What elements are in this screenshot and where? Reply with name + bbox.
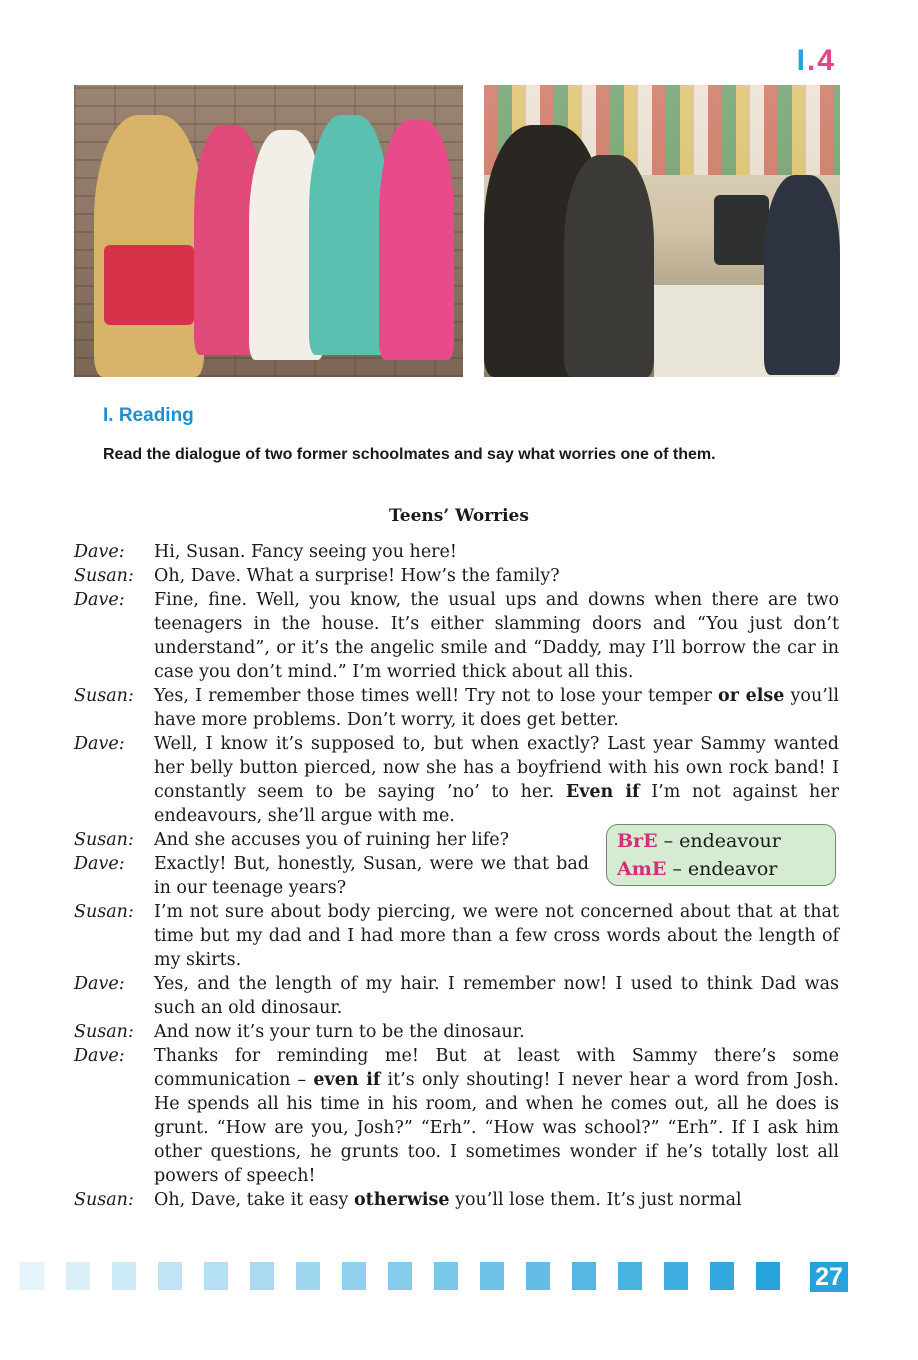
footer-square <box>664 1262 688 1290</box>
speaker-name: Dave: <box>74 974 125 994</box>
footer-square <box>204 1262 228 1290</box>
footer-square <box>480 1262 504 1290</box>
dialogue-turn <box>74 1020 839 1044</box>
dialogue-turn <box>74 1188 839 1212</box>
speaker-name: Susan: <box>74 1022 134 1042</box>
speech-text-part: Thanks for reminding me! But at least with Sammy there’s some communication – <box>154 1046 839 1090</box>
speech-text: And she accuses you of ruining her life? <box>154 830 509 850</box>
footer-square <box>296 1262 320 1290</box>
key-phrase: even if <box>313 1070 381 1090</box>
footer-square <box>434 1262 458 1290</box>
speech-text-part: Well, I know it’s supposed to, but when exactly? Last year Sammy wanted her belly button pierced, now she has a boyfriend with his own rock band! I constantly seem to be saying ’no’ to her. <box>154 734 839 802</box>
ame-label: AmE <box>617 858 667 880</box>
speech-text: Yes, and the length of my hair. I remember now! I used to think Dad was such an old dinosaur. <box>154 974 839 1018</box>
speech-text <box>154 1188 839 1212</box>
speech-text-part: it’s only shouting! I never hear a word from Josh. He spends all his time in his room, and when he comes out, all he does is grunt. “How are you, Josh?” “Erh”. “How was school?” “Erh”. If I ask him other questions, he grunts too. I sometimes wonder if he’s totally lost all powers of speech! <box>154 1070 839 1186</box>
reading-instruction: Read the dialogue of two former schoolmates and say what worries one of them. <box>103 446 716 463</box>
footer-square <box>388 1262 412 1290</box>
footer-square <box>250 1262 274 1290</box>
page-number: 27 <box>810 1262 848 1292</box>
speaker-name: Susan: <box>74 686 134 706</box>
speech-text <box>154 684 839 732</box>
speaker-name: Susan: <box>74 830 134 850</box>
speaker-name: Susan: <box>74 1190 134 1210</box>
unit-number-part1: I <box>796 44 807 77</box>
ame-text: – endeavor <box>666 858 778 880</box>
key-phrase: otherwise <box>353 1190 450 1210</box>
speech-text-part: you’ll have more problems. Don’t worry, it does get better. <box>154 686 840 730</box>
speaker-name: Susan: <box>74 566 134 586</box>
dialogue-title: Teens’ Worries <box>389 506 529 526</box>
dialogue-turn <box>74 684 839 732</box>
speaker-name: Dave: <box>74 734 125 754</box>
speech-text-part: Oh, Dave, take it easy <box>154 1190 354 1210</box>
footer-square <box>158 1262 182 1290</box>
speech-text: Oh, Dave. What a surprise! How’s the family? <box>154 566 560 586</box>
spelling-note-ame <box>617 855 835 883</box>
footer-square <box>618 1262 642 1290</box>
dialogue-turn <box>74 588 839 684</box>
speaker-name: Dave: <box>74 542 125 562</box>
unit-number-part2: .4 <box>806 44 836 77</box>
unit-number <box>797 44 836 78</box>
speech-text-part: I’m not against her endeavours, she’ll argue with me. <box>154 782 839 826</box>
key-phrase: Even if <box>565 782 640 802</box>
spelling-note <box>606 824 836 886</box>
footer-decoration <box>20 1262 780 1290</box>
speech-text-part: you’ll lose them. It’s just normal <box>449 1190 742 1210</box>
photo-teen-girls <box>74 85 463 377</box>
dialogue-turn <box>74 1044 839 1188</box>
footer-square <box>526 1262 550 1290</box>
photo-store-counter <box>484 85 840 377</box>
speech-text <box>154 1044 839 1188</box>
speech-text: And now it’s your turn to be the dinosaur. <box>154 1022 525 1042</box>
speech-text-part: Yes, I remember those times well! Try not to lose your temper <box>154 686 719 706</box>
speaker-name: Susan: <box>74 902 134 922</box>
spelling-note-bre <box>617 827 835 855</box>
footer-square <box>20 1262 44 1290</box>
footer-square <box>756 1262 780 1290</box>
speaker-name: Dave: <box>74 590 125 610</box>
dialogue-turn <box>74 900 839 972</box>
dialogue-turn <box>74 540 839 564</box>
speech-text: Fine, fine. Well, you know, the usual ups and downs when there are two teenagers in the house. It’s either slamming doors and “You just don’t understand”, or it’s the angelic smile and “Daddy, may I’ll borrow the car in case you don’t mind.” I’m worried thick about all this. <box>154 590 839 682</box>
speaker-name: Dave: <box>74 854 125 874</box>
speech-text: Hi, Susan. Fancy seeing you here! <box>154 542 457 562</box>
dialogue-turn <box>74 972 839 1020</box>
speech-text: Exactly! But, honestly, Susan, were we that bad in our teenage years? <box>154 854 589 898</box>
footer-square <box>572 1262 596 1290</box>
speaker-name: Dave: <box>74 1046 125 1066</box>
key-phrase: or else <box>718 686 785 706</box>
section-title: I. Reading <box>103 405 194 426</box>
bre-text: – endeavour <box>657 830 781 852</box>
speech-text <box>154 732 839 828</box>
dialogue-turn <box>74 564 839 588</box>
footer-square <box>342 1262 366 1290</box>
footer-square <box>66 1262 90 1290</box>
footer-square <box>710 1262 734 1290</box>
footer-square <box>112 1262 136 1290</box>
bre-label: BrE <box>617 830 658 852</box>
speech-text: I’m not sure about body piercing, we were not concerned about that at that time but my dad and I had more than a few cross words about the length of my skirts. <box>154 902 839 970</box>
dialogue-turn <box>74 732 839 828</box>
